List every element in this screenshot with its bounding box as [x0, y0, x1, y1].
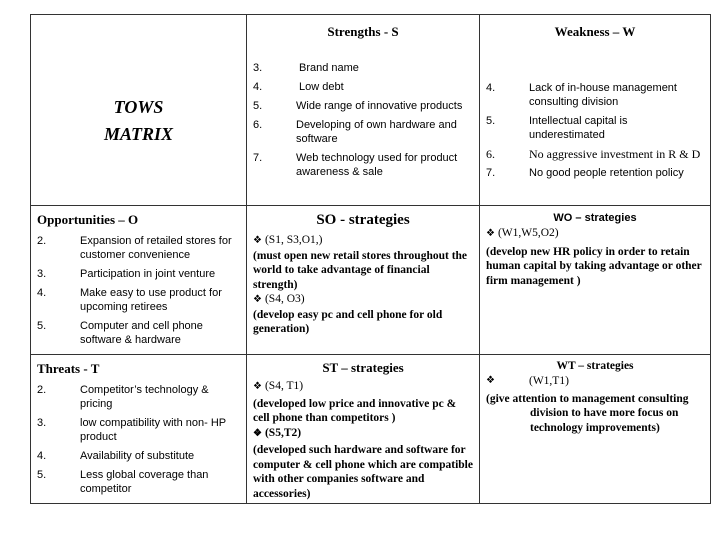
- strength-item: 5. Wide range of innovative products: [253, 100, 463, 112]
- diamond-bullet-icon: ❖: [486, 228, 495, 239]
- diamond-bullet-icon: ❖: [253, 381, 262, 392]
- wt-strategies-title: WT – strategies: [556, 360, 634, 372]
- threat-item: 4. Availability of substitute: [37, 450, 195, 462]
- strength-item: 4. Low debt: [253, 81, 344, 93]
- tows-matrix-table: [30, 14, 711, 504]
- weakness-cell: [480, 15, 711, 206]
- strength-item: 7. Web technology used for product awareness & sale: [253, 152, 458, 178]
- st-text-2: (developed such hardware and software for computer & cell phone which are compatible with other companies software and accessories): [253, 444, 473, 500]
- opportunity-item: 4. Make easy to use product for upcoming retirees: [37, 287, 222, 313]
- weakness-item: 4. Lack of in-house management consulting division: [486, 82, 677, 108]
- wt-text-1: (give attention to management consulting division to have more focus on technology improvements): [486, 392, 689, 434]
- opportunity-item: 3. Participation in joint venture: [37, 268, 216, 280]
- diamond-bullet-icon: ❖: [253, 427, 262, 439]
- st-code-1: (S4, T1): [264, 380, 304, 392]
- strength-item: 3. Brand name: [253, 62, 359, 74]
- matrix-title: [31, 94, 246, 148]
- strength-item: 6. Developing of own hardware and software: [253, 119, 457, 145]
- so-strategies-cell: [247, 206, 480, 355]
- st-text-1: (developed low price and innovative pc & cell phone than competitors ): [253, 397, 457, 424]
- so-strategy-1: [247, 233, 479, 292]
- st-strategies-title: ST – strategies: [322, 360, 404, 375]
- weakness-item: 7. No good people retention policy: [486, 167, 684, 179]
- st-code-2: (S5,T2): [264, 426, 302, 439]
- diamond-bullet-icon: ❖: [486, 375, 495, 386]
- so-text-2: (develop easy pc and cell phone for old generation): [253, 308, 443, 335]
- wt-strategies-cell: [480, 355, 711, 504]
- threats-cell: [31, 355, 247, 504]
- so-strategy-2: [247, 292, 479, 337]
- st-strategy-2: [247, 426, 479, 502]
- so-strategies-title: SO - strategies: [316, 212, 410, 228]
- title-line-1: TOWS: [113, 97, 164, 117]
- diamond-bullet-icon: ❖: [253, 294, 262, 305]
- threats-list: [31, 383, 246, 496]
- opportunity-item: 5. Computer and cell phone software & hardware: [37, 320, 203, 346]
- opportunities-cell: [31, 206, 247, 355]
- strengths-cell: [247, 15, 480, 206]
- opportunities-list: [31, 234, 246, 347]
- strengths-list: [247, 61, 479, 179]
- so-code-2: (S4, O3): [264, 293, 305, 305]
- weakness-header: Weakness – W: [554, 24, 636, 39]
- opportunities-header: Opportunities – O: [37, 212, 139, 227]
- threat-item: 2. Competitor’s technology & pricing: [37, 384, 209, 410]
- wo-strategy-1: [480, 226, 710, 288]
- wo-strategies-title: WO – strategies: [553, 212, 637, 224]
- st-strategy-1: [247, 379, 479, 426]
- opportunity-item: 2. Expansion of retailed stores for customer convenience: [37, 235, 232, 261]
- st-strategies-cell: [247, 355, 480, 504]
- tows-title-cell: [31, 15, 247, 206]
- threat-item: 3. low compatibility with non- HP product: [37, 417, 226, 443]
- so-text-1: (must open new retail stores throughout the world to take advantage of financial strength): [253, 249, 468, 291]
- weakness-item: 5. Intellectual capital is underestimated: [486, 115, 628, 141]
- weakness-list: [480, 81, 710, 180]
- wt-strategy-1: [480, 374, 710, 435]
- strengths-header: Strengths - S: [327, 24, 399, 39]
- wt-code-1: (W1,T1): [529, 375, 569, 387]
- wo-strategies-cell: [480, 206, 711, 355]
- so-code-1: (S1, S3,O1,): [264, 234, 323, 246]
- threat-item: 5. Less global coverage than competitor: [37, 469, 209, 495]
- weakness-item: 6. No aggressive investment in R & D: [486, 147, 701, 161]
- title-line-2: MATRIX: [103, 124, 174, 144]
- wo-text-1: (develop new HR policy in order to retain human capital by taking advantage or other firm management ): [486, 245, 702, 287]
- threats-header: Threats - T: [37, 361, 100, 376]
- wo-code-1: (W1,W5,O2): [497, 227, 559, 239]
- diamond-bullet-icon: ❖: [253, 235, 262, 246]
